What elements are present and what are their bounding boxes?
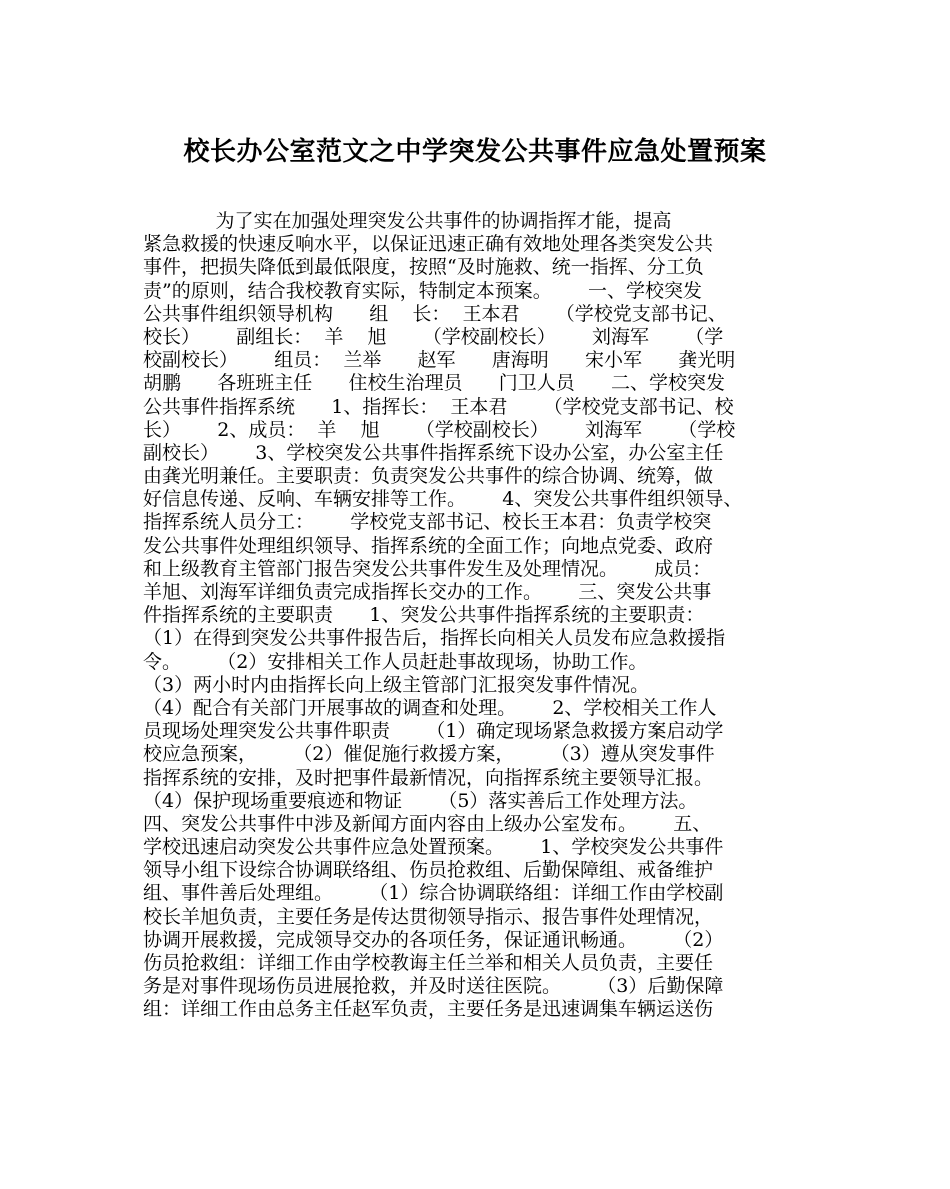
body-line: 校副校长） 组员： 兰举 赵军 唐海明 宋小军 龚光明 <box>143 349 736 372</box>
body-line: 组：详细工作由总务主任赵军负责，主要任务是迅速调集车辆运送伤 <box>143 998 714 1021</box>
body-line: 副校长） 3、学校突发公共事件指挥系统下设办公室，办公室主任 <box>143 441 724 464</box>
body-line: 校应急预案， （2）催促施行救援方案， （3）遵从突发事件 <box>143 743 715 766</box>
body-line: 协调开展救援，完成领导交办的各项任务，保证通讯畅通。 （2） <box>143 928 724 951</box>
body-line: 事件，把损失降低到最低限度，按照“及时施救、统一指挥、分工负 <box>143 256 704 279</box>
body-line: 校长羊旭负责，主要任务是传达贯彻领导指示、报告事件处理情况， <box>143 905 714 928</box>
body-line: 校长） 副组长： 羊 旭 （学校副校长） 刘海军 （学 <box>143 325 724 348</box>
body-line: 和上级教育主管部门报告突发公共事件发生及处理情况。 成员： <box>143 557 712 580</box>
body-line: 领导小组下设综合协调联络组、伤员抢救组、后勤保障组、戒备维护 <box>143 859 714 882</box>
body-line: 件指挥系统的主要职责 1、突发公共事件指挥系统的主要职责： <box>143 604 705 627</box>
body-line: 好信息传递、反响、车辆安排等工作。 4、突发公共事件组织领导、 <box>143 488 743 511</box>
document-body <box>143 210 823 1022</box>
body-line: 责”的原则，结合我校教育实际，特制定本预案。 一、学校突发 <box>143 279 702 302</box>
body-line: 紧急救援的快速反响水平，以保证迅速正确有效地处理各类突发公共 <box>143 233 714 256</box>
body-line: 胡鹏 各班班主任 住校生治理员 门卫人员 二、学校突发 <box>143 372 725 395</box>
body-line: 组、事件善后处理组。 （1）综合协调联络组：详细工作由学校副 <box>143 882 724 905</box>
body-line: 令。 （2）安排相关工作人员赶赴事故现场，协助工作。 <box>143 650 648 673</box>
body-line: 指挥系统的安排，及时把事件最新情况，向指挥系统主要领导汇报。 <box>143 766 714 789</box>
body-line: 由龚光明兼任。主要职责：负责突发公共事件的综合协调、统筹，做 <box>143 465 714 488</box>
body-line: （3）两小时内由指挥长向上级主管部门汇报突发事件情况。 <box>143 673 650 696</box>
body-line: （4）保护现场重要痕迹和物证 （5）落实善后工作处理方法。 <box>143 789 698 812</box>
body-line: （1）在得到突发公共事件报告后，指挥长向相关人员发布应急救援指 <box>143 627 726 650</box>
body-line: 务是对事件现场伤员进展抢救，并及时送往医院。 （3）后勤保障 <box>143 975 724 998</box>
body-line: 伤员抢救组：详细工作由学校教诲主任兰举和相关人员负责，主要任 <box>143 952 714 974</box>
body-line: 为了实在加强处理突发公共事件的协调指挥才能，提高 <box>143 210 672 232</box>
document-title: 校长办公室范文之中学突发公共事件应急处置预案 <box>183 137 767 167</box>
body-line: 指挥系统人员分工： 学校党支部书记、校长王本君：负责学校突 <box>143 511 712 534</box>
body-line: 羊旭、刘海军详细负责完成指挥长交办的工作。 三、突发公共事 <box>143 581 712 603</box>
body-line: （4）配合有关部门开展事故的调查和处理。 2、学校相关工作人 <box>143 696 717 719</box>
body-line: 四、突发公共事件中涉及新闻方面内容由上级办公室发布。 五、 <box>143 812 712 835</box>
body-line: 公共事件组织领导机构 组 长： 王本君 （学校党支部书记、 <box>143 302 727 325</box>
body-line: 长） 2、成员： 羊 旭 （学校副校长） 刘海军 （学校 <box>143 418 736 441</box>
body-line: 学校迅速启动突发公共事件应急处置预案。 1、学校突发公共事件 <box>143 836 724 859</box>
body-line: 公共事件指挥系统 1、指挥长： 王本君 （学校党支部书记、校 <box>143 395 734 418</box>
body-line: 员现场处理突发公共事件职责 （1）确定现场紧急救援方案启动学 <box>143 720 724 743</box>
body-line: 发公共事件处理组织领导、指挥系统的全面工作；向地点党委、政府 <box>143 534 714 557</box>
